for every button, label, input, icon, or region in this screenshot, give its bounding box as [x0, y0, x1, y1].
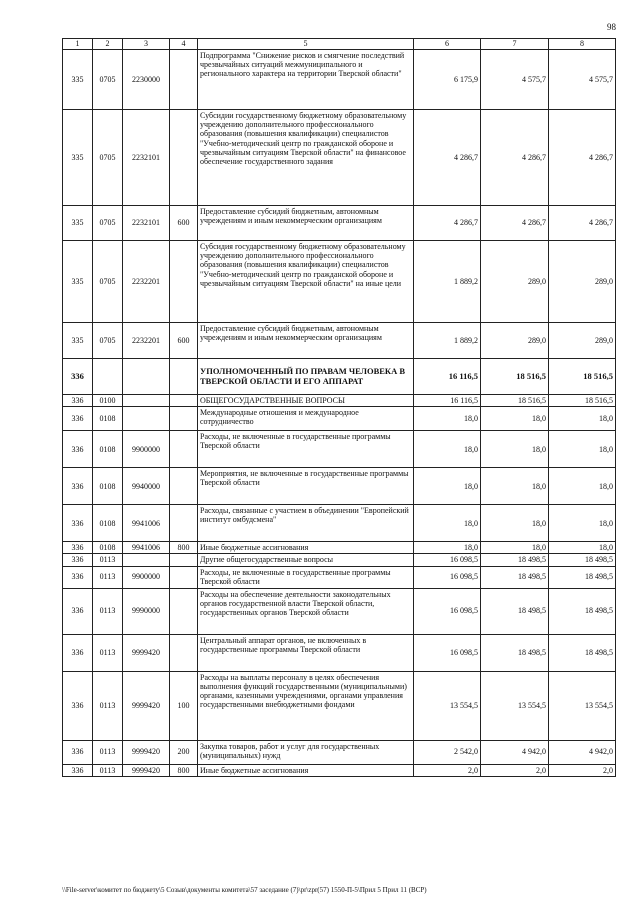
amount-cell: 1 889,2 [414, 323, 481, 359]
section-code-cell: 0108 [93, 468, 123, 505]
expense-type-cell [170, 110, 198, 206]
expense-type-cell: 600 [170, 206, 198, 241]
target-code-cell: 2232201 [123, 323, 170, 359]
admin-code-cell: 336 [63, 395, 93, 407]
table-row [63, 468, 616, 505]
amount-cell: 18,0 [481, 468, 549, 505]
section-code-cell: 0108 [93, 505, 123, 542]
amount-cell: 18,0 [481, 505, 549, 542]
amount-cell: 4 286,7 [549, 110, 616, 206]
amount-cell: 4 286,7 [481, 206, 549, 241]
amount-cell: 18,0 [549, 407, 616, 431]
table-row [63, 50, 616, 110]
amount-cell: 16 116,5 [414, 395, 481, 407]
target-code-cell: 9941006 [123, 505, 170, 542]
amount-cell: 16 116,5 [414, 359, 481, 395]
table-row [63, 740, 616, 764]
header-cell: 1 [63, 39, 93, 50]
table-row [63, 505, 616, 542]
admin-code-cell: 335 [63, 50, 93, 110]
expense-type-cell [170, 431, 198, 468]
amount-cell: 289,0 [549, 323, 616, 359]
amount-cell: 18,0 [549, 505, 616, 542]
amount-cell: 18 516,5 [549, 359, 616, 395]
expense-type-cell [170, 588, 198, 634]
admin-code-cell: 336 [63, 505, 93, 542]
table-row [63, 671, 616, 740]
expense-type-cell [170, 554, 198, 566]
admin-code-cell: 336 [63, 468, 93, 505]
target-code-cell: 9999420 [123, 634, 170, 671]
table-row [63, 554, 616, 566]
expense-type-cell: 800 [170, 764, 198, 776]
amount-cell: 18,0 [414, 542, 481, 554]
amount-cell: 18,0 [549, 468, 616, 505]
amount-cell: 18 498,5 [481, 554, 549, 566]
section-code-cell: 0113 [93, 740, 123, 764]
section-code-cell: 0705 [93, 241, 123, 323]
amount-cell: 4 942,0 [549, 740, 616, 764]
description-cell: Расходы на выплаты персоналу в целях обеспечения выполнения функций государственными (муниципальными) органами, казенными учреждениями, органами управления государственными внебюджетными фондами [198, 671, 414, 740]
description-cell: ОБЩЕГОСУДАРСТВЕННЫЕ ВОПРОСЫ [198, 395, 414, 407]
admin-code-cell: 336 [63, 764, 93, 776]
admin-code-cell: 336 [63, 588, 93, 634]
section-code-cell: 0100 [93, 395, 123, 407]
admin-code-cell: 336 [63, 542, 93, 554]
amount-cell: 18 516,5 [481, 359, 549, 395]
expense-type-cell [170, 634, 198, 671]
expense-type-cell: 800 [170, 542, 198, 554]
admin-code-cell: 335 [63, 241, 93, 323]
amount-cell: 18 498,5 [549, 554, 616, 566]
admin-code-cell: 335 [63, 206, 93, 241]
amount-cell: 289,0 [549, 241, 616, 323]
amount-cell: 16 098,5 [414, 554, 481, 566]
target-code-cell: 9900000 [123, 566, 170, 588]
table-row [63, 323, 616, 359]
amount-cell: 18 498,5 [549, 566, 616, 588]
description-cell: Расходы, не включенные в государственные программы Тверской области [198, 566, 414, 588]
target-code-cell: 9999420 [123, 671, 170, 740]
target-code-cell: 9941006 [123, 542, 170, 554]
expense-type-cell [170, 359, 198, 395]
amount-cell: 4 286,7 [549, 206, 616, 241]
amount-cell: 4 575,7 [549, 50, 616, 110]
admin-code-cell: 336 [63, 566, 93, 588]
expense-type-cell [170, 50, 198, 110]
section-code-cell: 0705 [93, 50, 123, 110]
section-code-cell: 0113 [93, 764, 123, 776]
amount-cell: 18 498,5 [481, 634, 549, 671]
section-code-cell: 0113 [93, 566, 123, 588]
amount-cell: 18 498,5 [549, 634, 616, 671]
description-cell: Предоставление субсидий бюджетным, автономным учреждениям и иным некоммерческим организациям [198, 206, 414, 241]
amount-cell: 18,0 [549, 542, 616, 554]
admin-code-cell: 336 [63, 634, 93, 671]
description-cell: Субсидии государственному бюджетному образовательному учреждению дополнительного профессионального образования (повышения квалификации) специалистов "Учебно-методический центр по гражданской обороне и чрезвычайным ситуациям Тверской области" на финансовое обеспечение государственного задания [198, 110, 414, 206]
table-row [63, 206, 616, 241]
table-row [63, 241, 616, 323]
amount-cell: 289,0 [481, 323, 549, 359]
section-code-cell: 0705 [93, 110, 123, 206]
table-row [63, 431, 616, 468]
target-code-cell: 9900000 [123, 431, 170, 468]
target-code-cell [123, 554, 170, 566]
amount-cell: 18,0 [481, 431, 549, 468]
file-path-footer: \\File-server\комитет по бюджету\5 Созыв\документы комитета\57 заседание (7)\pr\zpr(57) 1550-П-5\Прил 5 Прил 11 (ВСР) [62, 886, 427, 894]
table-row [63, 542, 616, 554]
section-code-cell: 0113 [93, 671, 123, 740]
header-cell: 5 [198, 39, 414, 50]
admin-code-cell: 336 [63, 431, 93, 468]
amount-cell: 18 498,5 [549, 588, 616, 634]
amount-cell: 18,0 [414, 468, 481, 505]
description-cell: Расходы, не включенные в государственные программы Тверской области [198, 431, 414, 468]
amount-cell: 18 498,5 [481, 588, 549, 634]
section-code-cell: 0108 [93, 542, 123, 554]
target-code-cell: 9990000 [123, 588, 170, 634]
admin-code-cell: 336 [63, 740, 93, 764]
amount-cell: 18,0 [549, 431, 616, 468]
amount-cell: 18,0 [414, 505, 481, 542]
admin-code-cell: 336 [63, 554, 93, 566]
table-row [63, 395, 616, 407]
amount-cell: 4 942,0 [481, 740, 549, 764]
admin-code-cell: 336 [63, 359, 93, 395]
expense-type-cell: 100 [170, 671, 198, 740]
expense-type-cell [170, 566, 198, 588]
amount-cell: 18 498,5 [481, 566, 549, 588]
expense-type-cell [170, 468, 198, 505]
expense-type-cell [170, 505, 198, 542]
amount-cell: 16 098,5 [414, 566, 481, 588]
amount-cell: 16 098,5 [414, 588, 481, 634]
amount-cell: 4 286,7 [481, 110, 549, 206]
table-row [63, 407, 616, 431]
table-row [63, 764, 616, 776]
target-code-cell: 2232101 [123, 110, 170, 206]
section-code-cell: 0705 [93, 323, 123, 359]
amount-cell: 13 554,5 [549, 671, 616, 740]
amount-cell: 2,0 [414, 764, 481, 776]
description-cell: УПОЛНОМОЧЕННЫЙ ПО ПРАВАМ ЧЕЛОВЕКА В ТВЕРСКОЙ ОБЛАСТИ И ЕГО АППАРАТ [198, 359, 414, 395]
description-cell: Закупка товаров, работ и услуг для государственных (муниципальных) нужд [198, 740, 414, 764]
amount-cell: 18,0 [414, 431, 481, 468]
budget-table [62, 38, 616, 777]
description-cell: Расходы на обеспечение деятельности законодательных органов государственной власти Тверской области, государственных органов Тверской области [198, 588, 414, 634]
amount-cell: 4 575,7 [481, 50, 549, 110]
description-cell: Предоставление субсидий бюджетным, автономным учреждениям и иным некоммерческим организациям [198, 323, 414, 359]
table-row [63, 634, 616, 671]
admin-code-cell: 335 [63, 323, 93, 359]
amount-cell: 289,0 [481, 241, 549, 323]
amount-cell: 16 098,5 [414, 634, 481, 671]
amount-cell: 13 554,5 [414, 671, 481, 740]
section-code-cell: 0705 [93, 206, 123, 241]
amount-cell: 18 516,5 [481, 395, 549, 407]
admin-code-cell: 336 [63, 671, 93, 740]
table-header-row [63, 39, 616, 50]
admin-code-cell: 336 [63, 407, 93, 431]
header-cell: 2 [93, 39, 123, 50]
target-code-cell [123, 395, 170, 407]
description-cell: Центральный аппарат органов, не включенных в государственные программы Тверской области [198, 634, 414, 671]
target-code-cell [123, 407, 170, 431]
description-cell: Другие общегосударственные вопросы [198, 554, 414, 566]
description-cell: Иные бюджетные ассигнования [198, 542, 414, 554]
section-code-cell: 0108 [93, 407, 123, 431]
description-cell: Расходы, связанные с участием в объединении "Европейский институт омбудсмена" [198, 505, 414, 542]
table-row [63, 359, 616, 395]
section-code-cell: 0113 [93, 634, 123, 671]
expense-type-cell: 600 [170, 323, 198, 359]
description-cell: Субсидия государственному бюджетному образовательному учреждению дополнительного профессионального образования (повышения квалификации) специалистов "Учебно-методический центр по гражданской обороне и чрезвычайным ситуациям Тверской области" на иные цели [198, 241, 414, 323]
page-number: 98 [607, 22, 616, 32]
header-cell: 8 [549, 39, 616, 50]
description-cell: Международные отношения и международное сотрудничество [198, 407, 414, 431]
section-code-cell [93, 359, 123, 395]
target-code-cell: 9940000 [123, 468, 170, 505]
header-cell: 3 [123, 39, 170, 50]
amount-cell: 13 554,5 [481, 671, 549, 740]
amount-cell: 18,0 [481, 407, 549, 431]
amount-cell: 4 286,7 [414, 110, 481, 206]
amount-cell: 2,0 [549, 764, 616, 776]
target-code-cell: 2230000 [123, 50, 170, 110]
header-cell: 6 [414, 39, 481, 50]
description-cell: Мероприятия, не включенные в государственные программы Тверской области [198, 468, 414, 505]
target-code-cell: 2232101 [123, 206, 170, 241]
header-cell: 4 [170, 39, 198, 50]
amount-cell: 2,0 [481, 764, 549, 776]
admin-code-cell: 335 [63, 110, 93, 206]
table-row [63, 588, 616, 634]
header-cell: 7 [481, 39, 549, 50]
amount-cell: 18,0 [481, 542, 549, 554]
section-code-cell: 0108 [93, 431, 123, 468]
target-code-cell: 9999420 [123, 740, 170, 764]
amount-cell: 18 516,5 [549, 395, 616, 407]
expense-type-cell: 200 [170, 740, 198, 764]
table-row [63, 110, 616, 206]
description-cell: Подпрограмма "Снижение рисков и смягчение последствий чрезвычайных ситуаций межмуниципального и регионального характера на территории Тверской области" [198, 50, 414, 110]
target-code-cell: 9999420 [123, 764, 170, 776]
amount-cell: 2 542,0 [414, 740, 481, 764]
amount-cell: 6 175,9 [414, 50, 481, 110]
section-code-cell: 0113 [93, 554, 123, 566]
expense-type-cell [170, 395, 198, 407]
description-cell: Иные бюджетные ассигнования [198, 764, 414, 776]
section-code-cell: 0113 [93, 588, 123, 634]
table-row [63, 566, 616, 588]
target-code-cell [123, 359, 170, 395]
amount-cell: 1 889,2 [414, 241, 481, 323]
expense-type-cell [170, 241, 198, 323]
amount-cell: 4 286,7 [414, 206, 481, 241]
target-code-cell: 2232201 [123, 241, 170, 323]
amount-cell: 18,0 [414, 407, 481, 431]
expense-type-cell [170, 407, 198, 431]
